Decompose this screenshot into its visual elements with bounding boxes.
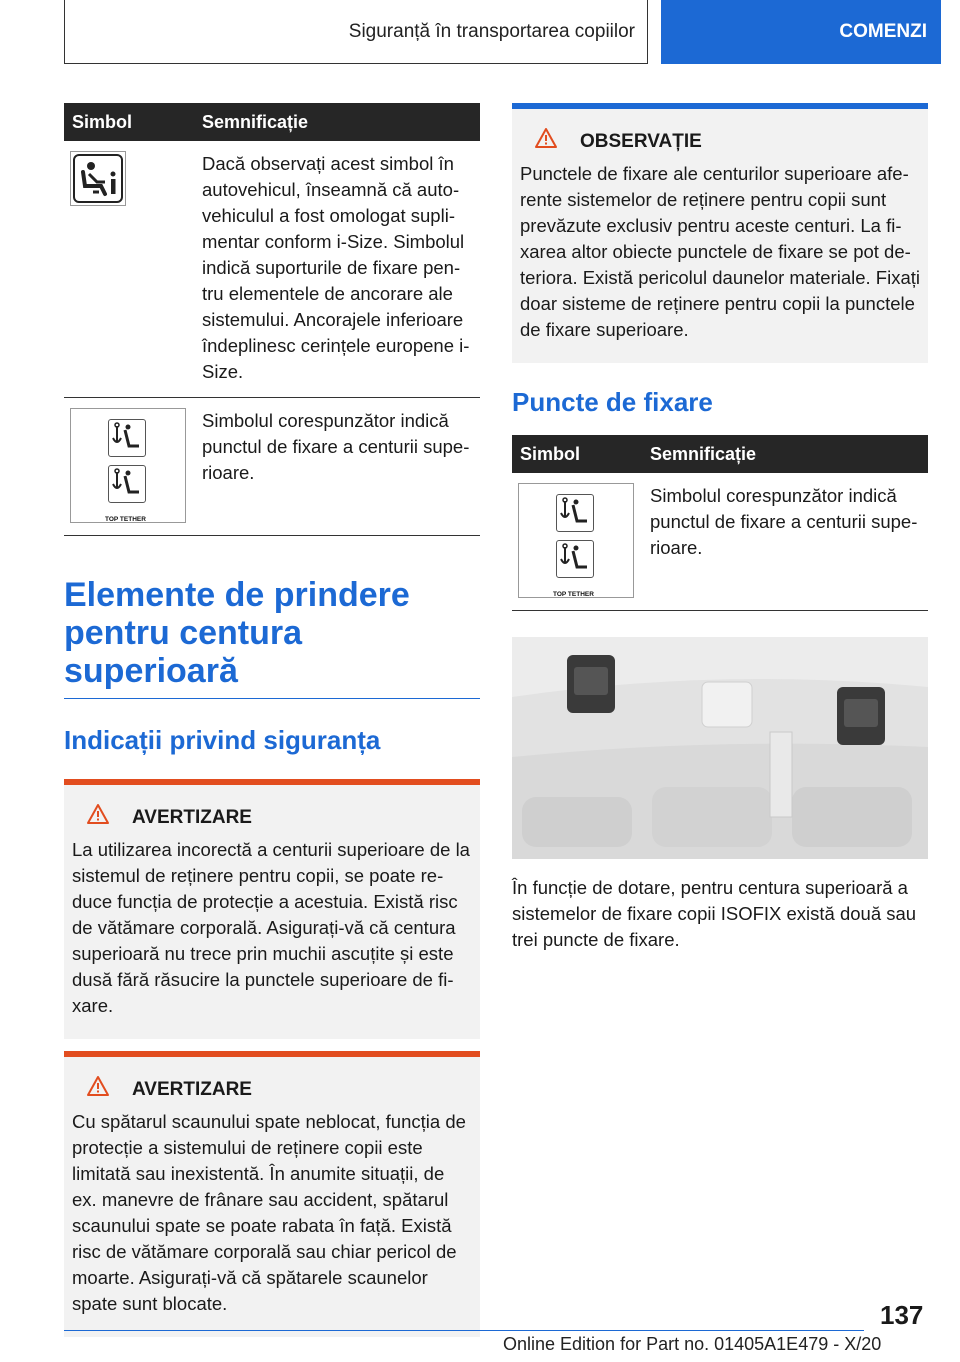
- row-meaning: Simbolul corespunzător indică punctul de fixare a centurii superioare.: [194, 398, 480, 536]
- table-row: [64, 141, 480, 398]
- column-header-symbol: Simbol: [64, 103, 194, 141]
- page-number: 137: [880, 1300, 924, 1330]
- note-box: [512, 103, 928, 363]
- left-column: [64, 103, 480, 1337]
- column-header-meaning: Semnificație: [194, 103, 480, 141]
- table-row: [64, 398, 480, 536]
- note-triangle-icon: [534, 127, 558, 157]
- chapter-tab[interactable]: COMENZI: [661, 0, 941, 64]
- photo-caption: În funcție de dotare, pentru centura superioară a sistemelor de fixare copii ISOFIX există două sau trei puncte de fixare.: [512, 877, 917, 950]
- top-tether-icon: [518, 483, 634, 598]
- warning-triangle-icon: [86, 1075, 110, 1105]
- section-heading: Puncte de fixare: [512, 387, 713, 417]
- top-tether-label: TOP TETHER: [553, 591, 594, 598]
- row-meaning: Dacă observați acest simbol în autovehicul, înseamnă că autovehiculul a fost omologat suplimentar conform i-Size. Simbolul indică suporturile de fixare pentru elementele de ancorare ale sistemului. Ancorajele inferioare îndeplinesc cerințele europene i-Size.: [194, 141, 480, 398]
- column-header-symbol: Simbol: [512, 435, 642, 473]
- rear-seat-photo: [512, 637, 928, 859]
- note-title: OBSERVAȚIE: [580, 131, 702, 152]
- edition-info: Online Edition for Part no. 01405A1E479 - X/20: [503, 1334, 882, 1354]
- note-text: Punctele de fixare ale centurilor superioare aferente sistemelor de reținere pentru copii sunt prevăzute exclusiv pentru aceste centuri. La fixarea altor obiecte punctele de fixare se pot deteriora. Există pericolul daunelor materiale. Fixați doar sisteme de reținere pentru copii la punctele de fixare superioare.: [520, 163, 920, 340]
- symbol-table-right: [512, 435, 928, 611]
- warning-title: AVERTIZARE: [132, 1079, 252, 1100]
- isize-seat-icon: [70, 151, 126, 206]
- table-row: [512, 473, 928, 611]
- symbol-table-left: [64, 103, 480, 536]
- top-tether-label: TOP TETHER: [105, 516, 146, 523]
- section-heading: Elemente de prindere pentru centura superioară: [64, 576, 410, 690]
- warning-box: [64, 1051, 480, 1337]
- section-title: Siguranță în transportarea copiilor: [64, 0, 648, 64]
- row-meaning: Simbolul corespunzător indică punctul de fixare a centurii superioare.: [642, 473, 928, 611]
- right-column: [512, 103, 928, 953]
- warning-box: [64, 779, 480, 1039]
- footer-divider: [64, 1330, 864, 1331]
- warning-triangle-icon: [86, 803, 110, 833]
- warning-text: La utilizarea incorectă a centurii superioare de la sistemul de reținere pentru copii, se poate reduce funcția de protecție a acestuia. Există risc de vătămare corporală. Asigurați-vă că centura superioară nu trece prin muchii ascuțite și este dusă fără răsucire la punctele superioare de fixare.: [72, 839, 470, 1016]
- subsection-heading: Indicații privind siguranța: [64, 725, 381, 755]
- column-header-meaning: Semnificație: [642, 435, 928, 473]
- warning-text: Cu spătarul scaunului spate neblocat, funcția de protecție a sistemului de reținere copii este limitată sau inexistentă. În anumite situații, de ex. manevre de frânare sau accident, spătarul scaunului spate se poate rabata în față. Există risc de vătămare corporală sau chiar pericol de moarte. Asigurați-vă că spătarele scaunelor spate sunt blocate.: [72, 1111, 466, 1314]
- top-tether-icon: [70, 408, 186, 523]
- warning-title: AVERTIZARE: [132, 807, 252, 828]
